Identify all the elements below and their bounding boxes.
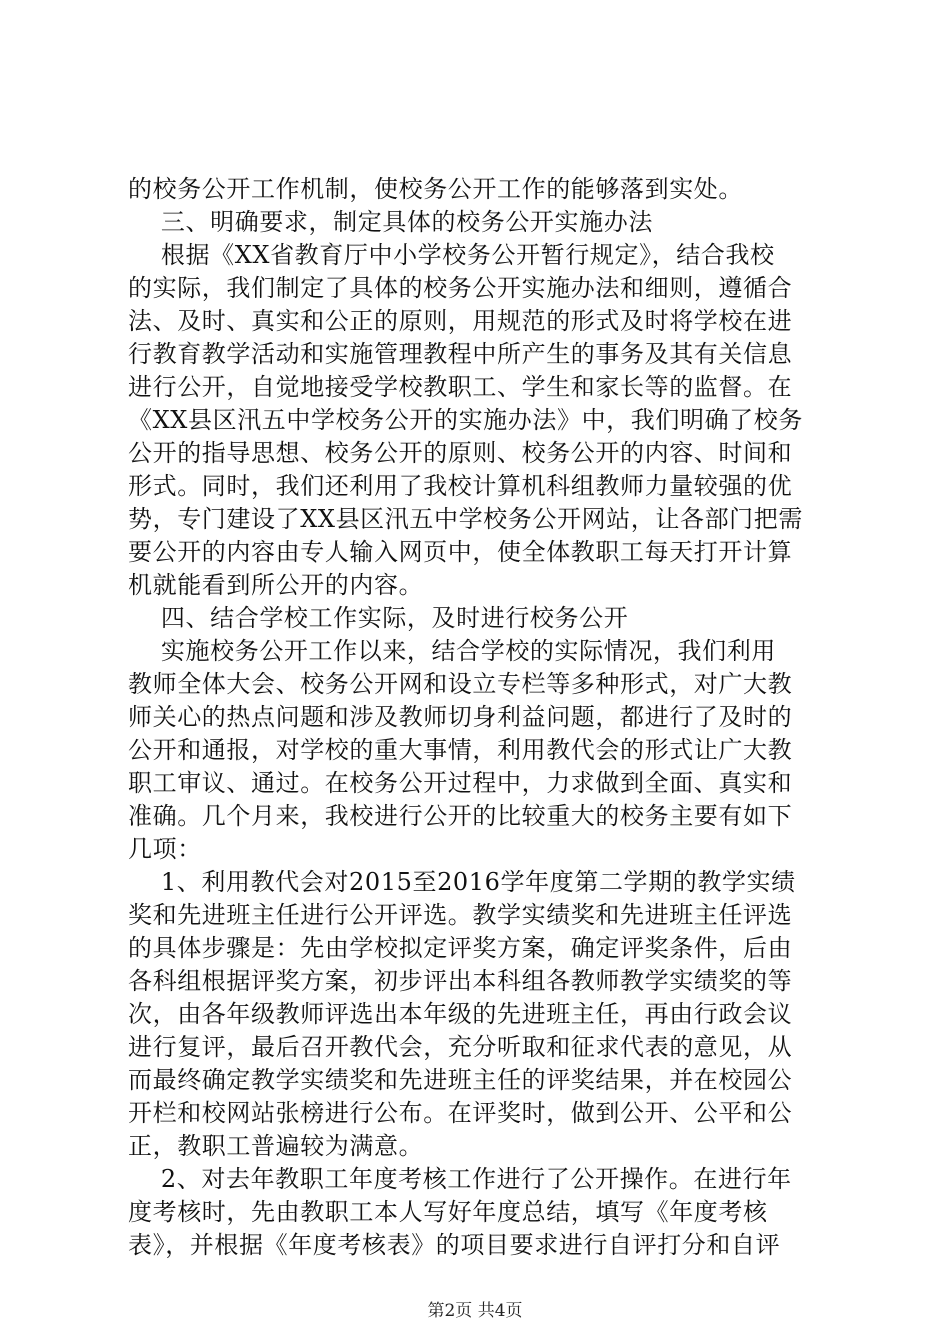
text-line: 机就能看到所公开的内容。 bbox=[128, 571, 424, 599]
text-line: 奖和先进班主任进行公开评选。教学实绩奖和先进班主任评选 bbox=[128, 901, 793, 929]
text-line: 而最终确定教学实绩奖和先进班主任的评奖结果，并在校园公 bbox=[128, 1066, 793, 1094]
text-line: 势，专门建设了XX县区汛五中学校务公开网站，让各部门把需 bbox=[128, 505, 803, 533]
section-heading: 四、结合学校工作实际，及时进行校务公开 bbox=[128, 604, 629, 632]
text-line: 进行复评，最后召开教代会，充分听取和征求代表的意见，从 bbox=[128, 1033, 793, 1061]
text-line: 要公开的内容由专人输入网页中，使全体教职工每天打开计算 bbox=[128, 538, 793, 566]
text-line: 的校务公开工作机制，使校务公开工作的能够落到实处。 bbox=[128, 175, 743, 203]
text-line: 的实际，我们制定了具体的校务公开实施办法和细则，遵循合 bbox=[128, 274, 793, 302]
text-line: 开栏和校网站张榜进行公布。在评奖时，做到公开、公平和公 bbox=[128, 1099, 793, 1127]
text-line: 各科组根据评奖方案，初步评出本科组各教师教学实绩奖的等 bbox=[128, 967, 793, 995]
text-line: 公开和通报，对学校的重大事情，利用教代会的形式让广大教 bbox=[128, 736, 793, 764]
text-line: 2、对去年教职工年度考核工作进行了公开操作。在进行年 bbox=[128, 1165, 792, 1193]
text-line: 的具体步骤是：先由学校拟定评奖方案，确定评奖条件，后由 bbox=[128, 934, 793, 962]
text-line: 几项： bbox=[128, 835, 202, 863]
text-line: 《XX县区汛五中学校务公开的实施办法》中，我们明确了校务 bbox=[128, 406, 803, 434]
text-line: 法、及时、真实和公正的原则，用规范的形式及时将学校在进 bbox=[128, 307, 793, 335]
text-line: 度考核时，先由教职工本人写好年度总结，填写《年度考核 bbox=[128, 1198, 768, 1226]
text-line: 公开的指导思想、校务公开的原则、校务公开的内容、时间和 bbox=[128, 439, 793, 467]
text-line: 实施校务公开工作以来，结合学校的实际情况，我们利用 bbox=[128, 637, 776, 665]
section-heading: 三、明确要求，制定具体的校务公开实施办法 bbox=[128, 208, 653, 236]
text-line: 行教育教学活动和实施管理教程中所产生的事务及其有关信息 bbox=[128, 340, 793, 368]
text-line: 教师全体大会、校务公开网和设立专栏等多种形式，对广大教 bbox=[128, 670, 793, 698]
text-line: 次，由各年级教师评选出本年级的先进班主任，再由行政会议 bbox=[128, 1000, 793, 1028]
text-line: 进行公开，自觉地接受学校教职工、学生和家长等的监督。在 bbox=[128, 373, 793, 401]
text-line: 准确。几个月来，我校进行公开的比较重大的校务主要有如下 bbox=[128, 802, 793, 830]
text-line: 根据《XX省教育厅中小学校务公开暂行规定》，结合我校 bbox=[128, 241, 775, 269]
text-line: 职工审议、通过。在校务公开过程中，力求做到全面、真实和 bbox=[128, 769, 793, 797]
text-line: 形式。同时，我们还利用了我校计算机科组教师力量较强的优 bbox=[128, 472, 793, 500]
text-line: 表》，并根据《年度考核表》的项目要求进行自评打分和自评 bbox=[128, 1231, 781, 1259]
text-line: 1、利用教代会对2015至2016学年度第二学期的教学实绩 bbox=[128, 868, 796, 896]
page-number-footer: 第2页 共4页 bbox=[427, 1301, 523, 1321]
text-line: 正，教职工普遍较为满意。 bbox=[128, 1132, 424, 1160]
text-line: 师关心的热点问题和涉及教师切身利益问题，都进行了及时的 bbox=[128, 703, 793, 731]
